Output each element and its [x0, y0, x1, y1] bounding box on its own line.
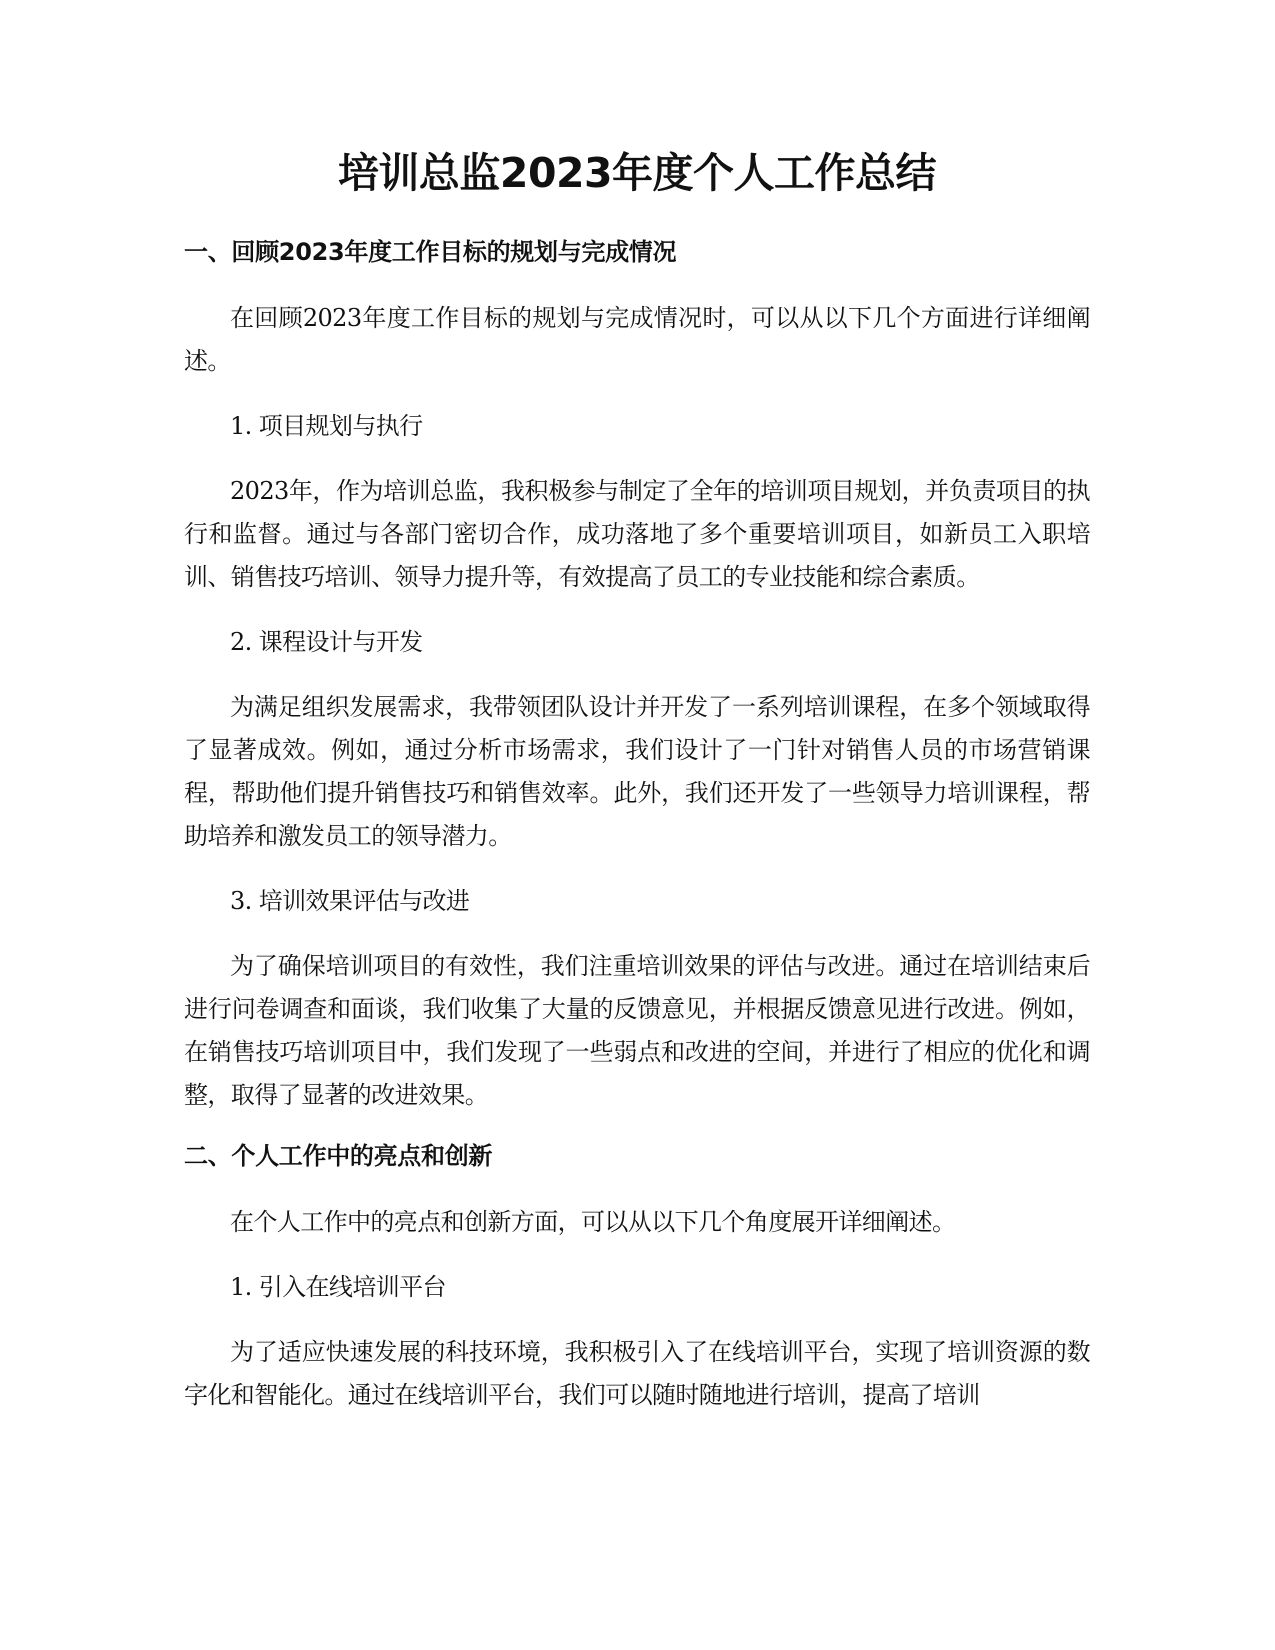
section-1-item-1-body: 2023年，作为培训总监，我积极参与制定了全年的培训项目规划，并负责项目的执行和监督。通过与各部门密切合作，成功落地了多个重要培训项目，如新员工入职培训、销售技巧培训、领导力提升等，有效提高了员工的专业技能和综合素质。 [184, 477, 1090, 591]
section-1-item-1-label: 1. 项目规划与执行 [230, 412, 423, 440]
section-1-item-2-body: 为满足组织发展需求，我带领团队设计并开发了一系列培训课程，在多个领域取得了显著成效。例如，通过分析市场需求，我们设计了一门针对销售人员的市场营销课程，帮助他们提升销售技巧和销售效率。此外，我们还开发了一些领导力培训课程，帮助培养和激发员工的领导潜力。 [184, 693, 1090, 850]
section-2-item-1-body: 为了适应快速发展的科技环境，我积极引入了在线培训平台，实现了培训资源的数字化和智能化。通过在线培训平台，我们可以随时随地进行培训，提高了培训 [184, 1338, 1090, 1409]
section-1-item-2-label: 2. 课程设计与开发 [230, 628, 423, 656]
document-title: 培训总监2023年度个人工作总结 [337, 149, 937, 197]
section-1-item-3-body: 为了确保培训项目的有效性，我们注重培训效果的评估与改进。通过在培训结束后进行问卷调查和面谈，我们收集了大量的反馈意见，并根据反馈意见进行改进。例如，在销售技巧培训项目中，我们发现了一些弱点和改进的空间，并进行了相应的优化和调整，取得了显著的改进效果。 [184, 952, 1090, 1109]
section-2-intro: 在个人工作中的亮点和创新方面，可以从以下几个角度展开详细阐述。 [230, 1208, 956, 1236]
document-content [184, 145, 1090, 1439]
section-2-item-1-label: 1. 引入在线培训平台 [230, 1273, 446, 1301]
section-1-intro: 在回顾2023年度工作目标的规划与完成情况时，可以从以下几个方面进行详细阐述。 [184, 304, 1090, 375]
section-heading-2: 二、个人工作中的亮点和创新 [184, 1142, 493, 1170]
section-heading-1: 一、回顾2023年度工作目标的规划与完成情况 [184, 238, 677, 266]
section-1-item-3-label: 3. 培训效果评估与改进 [230, 887, 470, 915]
